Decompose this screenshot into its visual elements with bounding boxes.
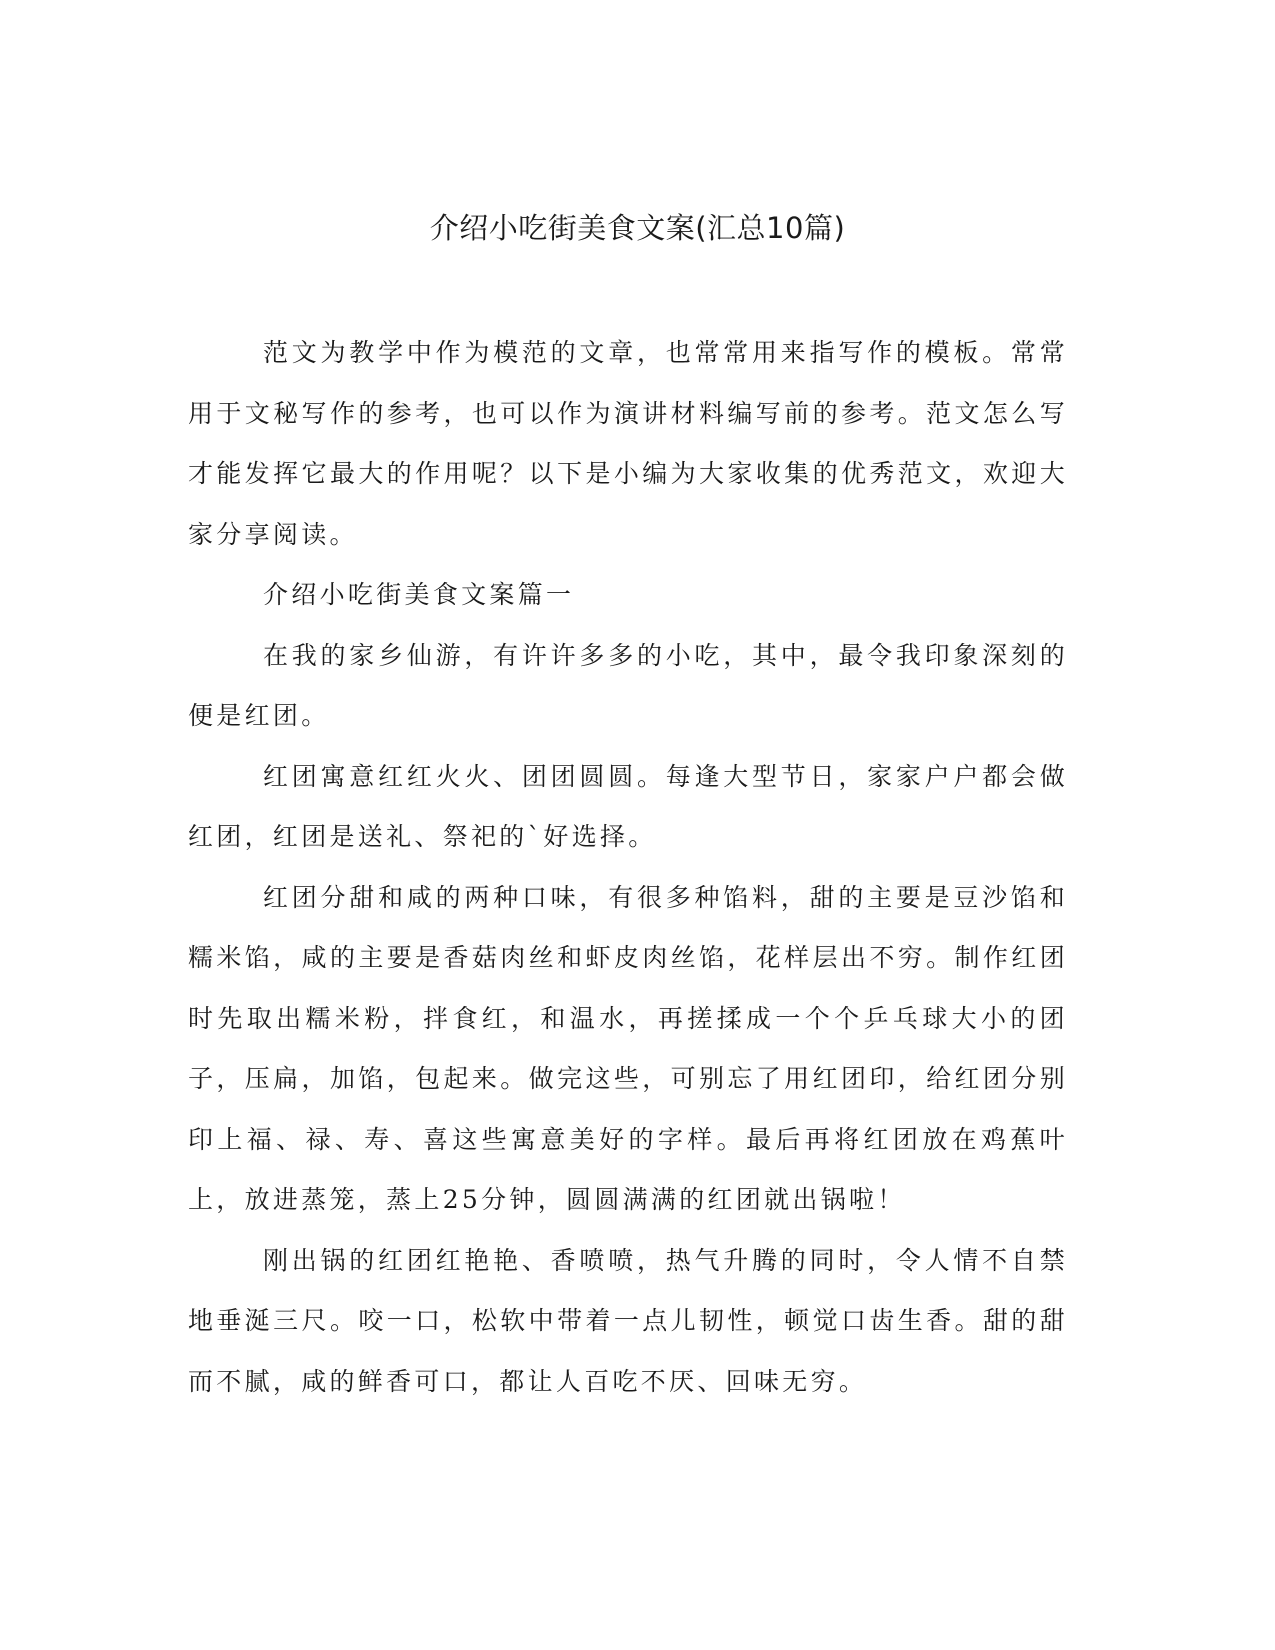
body-paragraph: 刚出锅的红团红艳艳、香喷喷，热气升腾的同时，令人情不自禁地垂涎三尺。咬一口，松软中带着一点儿韧性，顿觉口齿生香。甜的甜而不腻，咸的鲜香可口，都让人百吃不厌、回味无穷。: [188, 1245, 1068, 1396]
body-paragraph: 在我的家乡仙游，有许许多多的小吃，其中，最令我印象深刻的便是红团。: [188, 640, 1068, 730]
body-paragraph: 红团分甜和咸的两种口味，有很多种馅料，甜的主要是豆沙馅和糯米馅，咸的主要是香菇肉丝和虾皮肉丝馅，花样层出不穷。制作红团时先取出糯米粉，拌食红，和温水，再搓揉成一个个乒乓球大小的团子，压扁，加馅，包起来。做完这些，可别忘了用红团印，给红团分别印上福、禄、寿、喜这些寓意美好的字样。最后再将红团放在鸡蕉叶上，放进蒸笼，蒸上25分钟，圆圆满满的红团就出锅啦！: [188, 882, 1068, 1214]
document-title: 介绍小吃街美食文案(汇总10篇): [429, 211, 846, 245]
intro-paragraph: 范文为教学中作为模范的文章，也常常用来指写作的模板。常常用于文秘写作的参考，也可以作为演讲材料编写前的参考。范文怎么写才能发挥它最大的作用呢？以下是小编为大家收集的优秀范文，欢迎大家分享阅读。: [188, 338, 1068, 549]
section-heading: 介绍小吃街美食文案篇一: [263, 580, 575, 609]
document-body: [188, 323, 1068, 1412]
body-paragraph: 红团寓意红红火火、团团圆圆。每逢大型节日，家家户户都会做红团，红团是送礼、祭祀的`好选择。: [188, 761, 1068, 851]
